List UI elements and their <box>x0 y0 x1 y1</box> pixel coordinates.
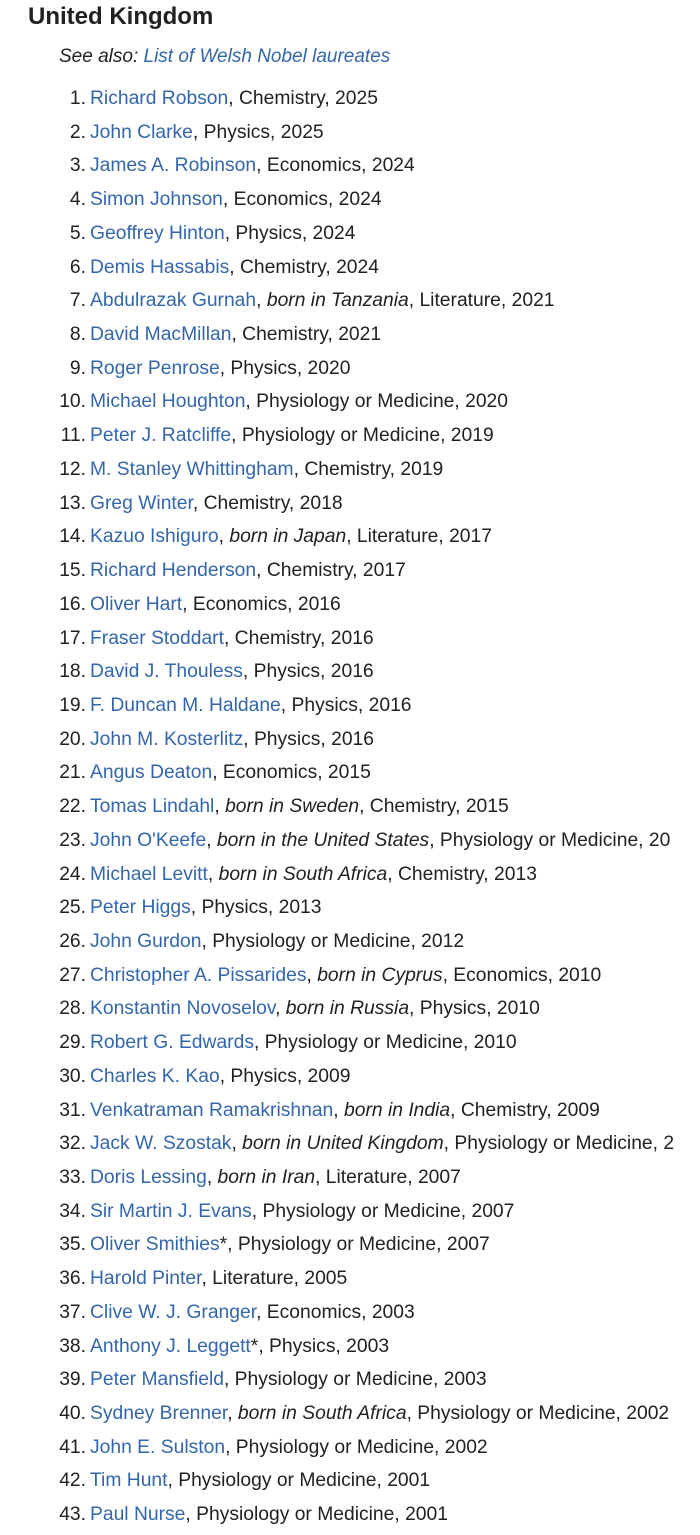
prize-field-year: , Economics, 2016 <box>182 593 341 615</box>
list-item <box>0 1296 674 1330</box>
list-item: 23. John O'Keefe, born in the United States, Physiology or Medicine, 20 <box>0 824 674 858</box>
list-item-number: 16. <box>59 593 86 615</box>
prize-field-year: , Physiology or Medicine, 2010 <box>253 1032 517 1054</box>
prize-field-year: , Chemistry, 2016 <box>223 627 374 649</box>
list-item: 24. Michael Levitt, born in South Africa, Chemistry, 2013 <box>0 858 674 892</box>
list-item: 31. Venkatraman Ramakrishnan, born in India, Chemistry, 2009 <box>0 1094 674 1128</box>
laureate-link[interactable]: Peter J. Ratcliffe <box>90 425 232 447</box>
list-item <box>0 723 674 757</box>
list-item-number: 8. <box>69 324 86 346</box>
list-item-number: 1. <box>69 88 86 109</box>
birthplace-note: born in Iran <box>217 1167 316 1188</box>
prize-field-year: , Physiology or Medicine, 2019 <box>231 425 494 447</box>
list-item <box>0 1330 674 1364</box>
prize-field-year: , Physics, 2016 <box>280 694 412 716</box>
prize-field-year: , Chemistry, 2015 <box>359 796 509 818</box>
prize-field-year: , Economics, 2024 <box>222 189 382 211</box>
list-item <box>0 655 674 689</box>
laureate-link[interactable]: F. Duncan M. Haldane <box>90 694 281 716</box>
list-item-number: 42. <box>59 1470 86 1492</box>
list-item <box>0 1498 674 1532</box>
prize-field-year: , Physiology or Medicine, 2002 <box>406 1403 670 1425</box>
list-item-number: 13. <box>59 492 86 514</box>
laureate-link[interactable]: Abdulrazak Gurnah <box>90 290 257 312</box>
list-item-number: 20. <box>59 728 86 750</box>
laureate-link[interactable]: Simon Johnson <box>90 189 223 211</box>
list-item-number: 30. <box>59 1065 86 1087</box>
list-item-number: 17. <box>59 627 86 649</box>
prize-field-year: , Chemistry, 2018 <box>192 492 343 514</box>
list-item-number: 18. <box>59 661 86 683</box>
see-also-note <box>59 44 390 70</box>
prize-field-year: , Physiology or Medicine, 2 <box>443 1133 675 1155</box>
list-item <box>0 183 674 217</box>
prize-field-year: , Chemistry, 2021 <box>231 324 382 346</box>
prize-field-year: , Chemistry, 2025 <box>228 88 378 109</box>
list-item-number: 24. <box>59 863 86 885</box>
laureate-link[interactable]: Angus Deaton <box>90 762 213 784</box>
laureate-link[interactable]: Sydney Brenner <box>90 1403 228 1425</box>
list-item <box>0 891 674 925</box>
laureate-link[interactable]: John M. Kosterlitz <box>90 728 244 750</box>
list-item-number: 29. <box>59 1032 86 1054</box>
prize-field-year: , Physiology or Medicine, 2002 <box>225 1436 488 1458</box>
prize-field-year: , Literature, 2007 <box>315 1167 461 1188</box>
laureate-link[interactable]: Tim Hunt <box>90 1470 168 1492</box>
list-item-number: 11. <box>60 425 86 447</box>
prize-field-year: , Chemistry, 2013 <box>387 863 537 885</box>
list-item-number: 10. <box>59 391 86 413</box>
list-item-number: 33. <box>59 1167 86 1188</box>
laureate-list <box>0 82 674 1532</box>
prize-field-year: , Physiology or Medicine, 20 <box>429 829 671 851</box>
prize-field-year: , Chemistry, 2024 <box>229 256 379 278</box>
list-item-number: 27. <box>59 964 86 986</box>
laureate-link[interactable]: Kazuo Ishiguro <box>90 526 219 548</box>
birthplace-note: born in United Kingdom <box>242 1133 444 1155</box>
list-item <box>0 588 674 622</box>
laureate-link[interactable]: Clive W. J. Granger <box>90 1301 257 1323</box>
laureate-link[interactable]: Christopher A. Pissarides <box>90 964 307 986</box>
list-item <box>0 1464 674 1498</box>
list-item <box>0 352 674 386</box>
list-item-number: 37. <box>59 1301 86 1323</box>
laureate-link[interactable]: Michael Levitt <box>90 863 208 885</box>
laureate-link[interactable]: Sir Martin J. Evans <box>90 1200 252 1222</box>
birthplace-note: born in South Africa <box>218 863 388 885</box>
list-item <box>0 1262 674 1296</box>
laureate-link[interactable]: Roger Penrose <box>90 357 220 379</box>
prize-field-year: , Economics, 2024 <box>256 155 415 177</box>
list-item <box>0 1228 674 1262</box>
list-item <box>0 1026 674 1060</box>
list-item-number: 35. <box>59 1234 86 1256</box>
list-item <box>0 318 674 352</box>
list-item-number: 3. <box>69 155 86 177</box>
laureate-link[interactable]: John Clarke <box>90 121 193 143</box>
laureate-link[interactable]: John E. Sulston <box>90 1436 226 1458</box>
laureate-link[interactable]: John O'Keefe <box>90 829 207 851</box>
list-item-number: 9. <box>69 357 86 379</box>
list-item-number: 23. <box>59 829 86 851</box>
prize-field-year: , Physiology or Medicine, 2001 <box>167 1470 431 1492</box>
list-item-number: 14. <box>59 526 86 548</box>
list-item <box>0 756 674 790</box>
list-item-number: 15. <box>59 560 86 582</box>
laureate-link[interactable]: Doris Lessing <box>90 1167 207 1188</box>
list-item-number: 25. <box>59 897 86 919</box>
list-item-number: 36. <box>59 1268 86 1290</box>
birthplace-note: born in South Africa <box>237 1403 407 1425</box>
prize-field-year: , Chemistry, 2009 <box>450 1099 600 1121</box>
list-item-number: 28. <box>59 998 86 1020</box>
birthplace-note: born in Russia <box>285 998 410 1020</box>
list-item-number: 39. <box>59 1369 86 1391</box>
list-item <box>0 925 674 959</box>
list-item-number: 26. <box>59 930 86 952</box>
list-item: 32. Jack W. Szostak, born in United Kingdom, Physiology or Medicine, 2 <box>0 1127 674 1161</box>
list-item: 27. Christopher A. Pissarides, born in Cyprus, Economics, 2010 <box>0 959 674 993</box>
prize-field-year: , Physics, 2020 <box>219 357 351 379</box>
prize-field-year: , Physics, 2025 <box>192 121 324 143</box>
laureate-link[interactable]: Anthony J. Leggett <box>90 1335 251 1357</box>
list-item <box>0 217 674 251</box>
birthplace-note: born in Tanzania <box>266 290 409 312</box>
section-heading: United Kingdom <box>28 3 214 30</box>
list-item <box>0 385 674 419</box>
list-item <box>0 554 674 588</box>
prize-field-year: , Chemistry, 2017 <box>256 560 406 582</box>
laureate-link[interactable]: James A. Robinson <box>90 155 257 177</box>
laureate-link[interactable]: Paul Nurse <box>90 1504 186 1526</box>
prize-field-year: , Physics, 2003 <box>258 1335 390 1357</box>
prize-field-year: , Physiology or Medicine, 2020 <box>245 391 509 413</box>
prize-field-year: , Physiology or Medicine, 2012 <box>201 930 465 952</box>
laureate-link[interactable]: Oliver Hart <box>90 593 183 615</box>
birthplace-note: born in Cyprus <box>317 964 443 986</box>
laureate-link[interactable]: Geoffrey Hinton <box>90 222 225 244</box>
footnote-mark: * <box>250 1335 259 1357</box>
list-item: 28. Konstantin Novoselov, born in Russia, Physics, 2010 <box>0 992 674 1026</box>
birthplace-note: born in Japan <box>229 526 347 548</box>
list-item-number: 34. <box>59 1200 86 1222</box>
prize-field-year: , Physiology or Medicine, 2001 <box>185 1504 448 1526</box>
list-item <box>0 453 674 487</box>
prize-field-year: , Physics, 2010 <box>409 998 540 1020</box>
prize-field-year: , Physiology or Medicine, 2007 <box>227 1234 490 1256</box>
prize-field-year: , Physics, 2009 <box>219 1065 351 1087</box>
list-item-number: 6. <box>69 256 86 278</box>
laureate-link[interactable]: John Gurdon <box>90 930 202 952</box>
prize-field-year: , Physics, 2013 <box>190 897 322 919</box>
list-item-number: 40. <box>59 1403 86 1425</box>
list-item-number: 38. <box>59 1335 86 1357</box>
birthplace-note: born in India <box>344 1099 451 1121</box>
list-item <box>0 419 674 453</box>
prize-field-year: , Literature, 2005 <box>201 1268 348 1290</box>
list-item: 33. Doris Lessing, born in Iran, Literature, 2007 <box>0 1161 674 1195</box>
list-item <box>0 1060 674 1094</box>
laureate-link[interactable]: Konstantin Novoselov <box>90 998 276 1020</box>
list-item-number: 43. <box>59 1504 86 1526</box>
laureate-link[interactable]: Venkatraman Ramakrishnan <box>90 1099 334 1121</box>
laureate-link[interactable]: Peter Mansfield <box>90 1369 224 1391</box>
list-item <box>0 82 674 116</box>
laureate-link[interactable]: Fraser Stoddart <box>90 627 224 649</box>
prize-field-year: , Physics, 2024 <box>224 222 356 244</box>
see-also-link[interactable]: List of Welsh Nobel laureates <box>143 46 391 67</box>
list-item: 7. Abdulrazak Gurnah, born in Tanzania, Literature, 2021 <box>0 284 674 318</box>
prize-field-year: , Physics, 2016 <box>243 728 374 750</box>
prize-field-year: , Physics, 2016 <box>242 661 374 683</box>
laureate-link[interactable]: Demis Hassabis <box>90 256 230 278</box>
prize-field-year: , Economics, 2015 <box>212 762 371 784</box>
list-item <box>0 487 674 521</box>
list-item <box>0 1431 674 1465</box>
laureate-link[interactable]: Tomas Lindahl <box>90 796 215 818</box>
laureate-link[interactable]: Robert G. Edwards <box>90 1032 254 1054</box>
list-item-number: 22. <box>59 796 86 818</box>
birthplace-note: born in the United States <box>216 829 430 851</box>
see-also-prefix: See also: <box>59 46 144 67</box>
list-item-number: 32. <box>59 1133 86 1155</box>
laureate-link[interactable]: Richard Robson <box>90 88 229 109</box>
list-item <box>0 622 674 656</box>
list-item: 40. Sydney Brenner, born in South Africa, Physiology or Medicine, 2002 <box>0 1397 674 1431</box>
list-item <box>0 116 674 150</box>
prize-field-year: , Economics, 2010 <box>442 964 602 986</box>
laureate-link[interactable]: M. Stanley Whittingham <box>90 458 294 480</box>
list-item <box>0 689 674 723</box>
laureate-link[interactable]: Greg Winter <box>90 492 193 514</box>
prize-field-year: , Economics, 2003 <box>256 1301 415 1323</box>
list-item <box>0 1195 674 1229</box>
list-item <box>0 149 674 183</box>
list-item-number: 7. <box>69 290 86 312</box>
laureate-link[interactable]: Harold Pinter <box>90 1268 202 1290</box>
laureate-link[interactable]: Peter Higgs <box>90 897 191 919</box>
list-item-number: 31. <box>59 1099 86 1121</box>
list-item-number: 4. <box>69 189 86 211</box>
list-item-number: 5. <box>69 222 86 244</box>
list-item-number: 19. <box>59 694 86 716</box>
laureate-link[interactable]: Oliver Smithies <box>90 1234 220 1256</box>
prize-field-year: , Literature, 2017 <box>346 526 492 548</box>
prize-field-year: , Physiology or Medicine, 2003 <box>223 1369 487 1391</box>
laureate-link[interactable]: Charles K. Kao <box>90 1065 220 1087</box>
list-item-number: 12. <box>59 458 86 480</box>
birthplace-note: born in Sweden <box>225 796 360 818</box>
laureate-link[interactable]: David J. Thouless <box>90 661 243 683</box>
prize-field-year: , Chemistry, 2019 <box>293 458 444 480</box>
laureate-link[interactable]: Jack W. Szostak <box>90 1133 232 1155</box>
list-item-number: 21. <box>59 762 86 784</box>
list-item <box>0 251 674 285</box>
list-item: 22. Tomas Lindahl, born in Sweden, Chemistry, 2015 <box>0 790 674 824</box>
laureate-link[interactable]: Michael Houghton <box>90 391 246 413</box>
prize-field-year: , Literature, 2021 <box>408 290 555 312</box>
list-item: 14. Kazuo Ishiguro, born in Japan, Literature, 2017 <box>0 520 674 554</box>
laureate-link[interactable]: Richard Henderson <box>90 560 257 582</box>
list-item-number: 2. <box>69 121 86 143</box>
laureate-link[interactable]: David MacMillan <box>90 324 232 346</box>
prize-field-year: , Physiology or Medicine, 2007 <box>251 1200 515 1222</box>
list-item-number: 41. <box>59 1436 86 1458</box>
list-item <box>0 1363 674 1397</box>
footnote-mark: * <box>219 1234 228 1256</box>
